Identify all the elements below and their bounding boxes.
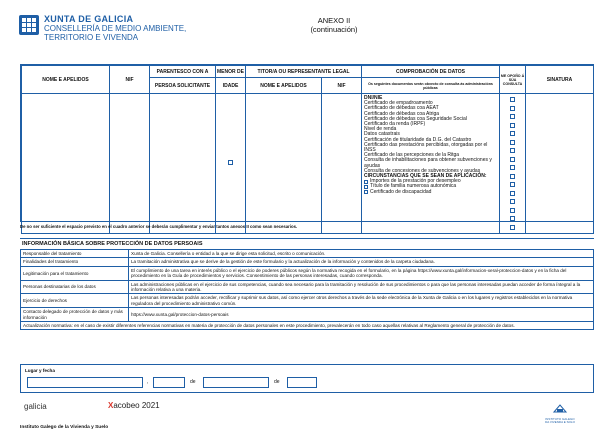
oppose-checkbox[interactable]	[510, 182, 515, 187]
doc-item-label: Certificado da renda (IRPF)	[364, 121, 426, 128]
oppose-checkbox[interactable]	[510, 191, 515, 196]
col-header-name: NOME E APELIDOS	[22, 66, 110, 94]
data-protection-row	[21, 258, 594, 266]
annex-subtitle: (continuación)	[310, 25, 358, 34]
col-header-minor-2: IDADE	[216, 78, 246, 94]
dp-value: La tramitación administrativa que se derive de la gestión de este formulario y la actualización de la información y contenidos de la carpeta ciudadana.	[129, 258, 594, 266]
col-header-nif: NIF	[110, 66, 150, 94]
oppose-checkbox[interactable]	[510, 174, 515, 179]
doc-item-label: Certificado das prestacións percibidas, otorgadas por el INSS	[364, 141, 488, 154]
dp-key: Finalidades del tratamiento	[21, 258, 129, 266]
col-header-kinship-2: PERSOA SOLICITANTE	[150, 78, 216, 94]
circumstances-header: CIRCUNSTANCIAS QUE SE SEAN DE APLICACIÓN:	[364, 173, 487, 180]
cell-guardian-name[interactable]	[246, 94, 322, 234]
oppose-checkboxes	[500, 94, 526, 234]
doc-item-label: Consulta de inhabilitaciones para obtener subvenciones y ayudas	[364, 157, 492, 169]
de-separator-1: de	[190, 379, 196, 385]
documents-list	[362, 94, 500, 234]
col-header-check: COMPROBACIÓN DE DATOS	[362, 66, 500, 78]
col-header-check-sub: Os seguintes documentos serán obxecto de consulta ás administracións públicas	[362, 78, 500, 94]
cell-name[interactable]	[22, 94, 110, 234]
cell-kinship[interactable]	[150, 94, 216, 234]
dp-value: Las administraciones públicas en el ejercicio de sus competencias, cuando sea necesario para la tramitación y resolución de sus procedimientos o para que las personas interesadas puedan acceder de forma íntegral a la información relativa a una materia.	[129, 280, 594, 294]
dp-value[interactable]: https://www.xunta.gal/proteccion-datos-persoais	[129, 308, 594, 322]
doc-item-label: Certificado de empadroamento	[364, 100, 433, 107]
col-header-guardian-name: NOME E APELIDOS	[246, 78, 322, 94]
col-header-kinship-1: PARENTESCO CON A	[150, 66, 216, 78]
data-protection-row	[21, 250, 594, 258]
oppose-checkbox[interactable]	[510, 157, 515, 162]
cell-minor	[216, 94, 246, 234]
circumstance-checkbox[interactable]	[364, 180, 368, 184]
col-header-minor-1: MENOR DE	[216, 66, 246, 78]
org-name: XUNTA DE GALICIA	[44, 14, 134, 24]
oppose-checkbox[interactable]	[510, 123, 515, 128]
data-protection-section	[20, 238, 594, 330]
oppose-checkbox[interactable]	[510, 140, 515, 145]
doc-item-label: Certificado de débedas coa Seguridade Social	[364, 115, 467, 122]
place-date-box	[20, 364, 594, 393]
org-line-2: TERRITORIO E VIVENDA	[44, 33, 139, 42]
annex-title: ANEXO II	[317, 16, 351, 25]
xacobeo-logo	[108, 401, 160, 410]
footer-institute: Instituto Galego de la Vivienda y Suelo	[20, 425, 109, 430]
doc-item-label: Nivel de renda	[364, 126, 397, 133]
circumstance-items	[364, 179, 497, 195]
oppose-checkbox[interactable]	[510, 106, 515, 111]
col-header-sign: SINATURA	[526, 66, 594, 94]
doc-items	[364, 101, 497, 174]
document-header	[18, 14, 608, 50]
data-protection-table	[20, 249, 594, 322]
ivv-line-2: DA VIVENDA E SOLO	[545, 420, 575, 425]
oppose-checkbox[interactable]	[510, 114, 515, 119]
oppose-checkbox[interactable]	[510, 148, 515, 153]
doc-item-label: Certificado de las percepciones de la Ritga	[364, 152, 460, 159]
cell-nif[interactable]	[110, 94, 150, 234]
doc-header: DNI/NIE	[364, 95, 383, 101]
ivv-logo-text	[540, 418, 580, 425]
doc-item-label: Certificación de titularidade da D.G. del Catastro	[364, 136, 472, 143]
xacobeo-x-icon: X	[108, 401, 114, 410]
data-protection-title: INFORMACIÓN BÁSICA SOBRE PROTECCIÓN DE DATOS PERSOAIS	[20, 238, 594, 249]
cell-signature[interactable]	[526, 94, 594, 234]
org-block	[44, 15, 186, 42]
data-protection-row	[21, 266, 594, 280]
minor-checkbox[interactable]	[228, 160, 233, 165]
galicia-logo-text: galicia	[24, 402, 47, 411]
doc-item-label: Certificado de débedas coa AEAT	[364, 105, 439, 112]
doc-item-label: Datos catastrais	[364, 131, 400, 138]
data-protection-row	[21, 294, 594, 308]
dp-value: Las personas interesadas podrán acceder, rectificar y suprimir sus datos, así como ejercer otros derechos a través de la sede electrónica de la Xunta de Galicia o en los lugares y registros establecidos en la normativa reguladora del procedimiento administrativo común.	[129, 294, 594, 308]
oppose-checkbox[interactable]	[510, 225, 515, 230]
col-header-guardian-nif: NIF	[322, 78, 362, 94]
day-field[interactable]	[153, 377, 185, 388]
annex-title-block	[284, 16, 384, 34]
ivv-line-1: INSTITUTO GALEGO	[545, 417, 575, 421]
oppose-checkbox[interactable]	[510, 216, 515, 221]
org-line-1: CONSELLERÍA DE MEDIO AMBIENTE,	[44, 24, 187, 33]
year-field[interactable]	[287, 377, 317, 388]
place-date-label: Lugar y fecha	[25, 368, 55, 373]
dp-key: Ejercicio de derechos	[21, 294, 129, 308]
dp-value: Xunta de Galicia. Consellería o entidad a la que se dirige esta solicitud, escrito o comunicación.	[129, 250, 594, 258]
galicia-logo	[24, 402, 47, 411]
ivv-logo	[540, 400, 580, 425]
oppose-checkbox[interactable]	[510, 97, 515, 102]
place-field[interactable]	[27, 377, 143, 388]
dp-key: Personas destinatarias de los datos	[21, 280, 129, 294]
oppose-checkbox[interactable]	[510, 208, 515, 213]
oppose-checkbox[interactable]	[510, 131, 515, 136]
ivv-house-icon	[540, 403, 580, 413]
data-protection-row	[21, 280, 594, 294]
oppose-checkbox[interactable]	[510, 165, 515, 170]
doc-item-label: Consulta de concesiones de subvenciones y ayudas	[364, 167, 481, 174]
col-header-oppose: ME OPOÑO Á SÚA CONSULTA	[500, 66, 526, 94]
members-table	[20, 64, 594, 222]
circumstance-checkbox[interactable]	[364, 185, 368, 189]
de-separator-2: de	[274, 379, 280, 385]
xunta-shield-icon	[18, 14, 40, 36]
normative-update: Actualización normativa: en el caso de existir diferentes referencias normativas en materia de protección de datos personales en este procedimiento, prevalecerán en todo caso aquellas relativas al Reglamento general de protección de datos.	[20, 322, 594, 330]
dp-key: Contacto delegado de protección de datos y más información	[21, 308, 129, 322]
comma-separator: ,	[147, 379, 149, 385]
col-header-guardian: TITOR/A OU REPRESENTANTE LEGAL	[246, 66, 362, 78]
circumstance-checkbox[interactable]	[364, 190, 368, 194]
circumstance-item	[364, 190, 497, 195]
overflow-note: De no ser suficiente el espacio previsto en el cuadro anterior se deberán cumplimentar y enviar tantos anexos II como sean necesarios.	[20, 224, 298, 229]
xacobeo-logo-text: acobeo 2021	[113, 401, 160, 410]
oppose-checkbox[interactable]	[510, 199, 515, 204]
dp-key: Legitimación para el tratamiento	[21, 266, 129, 280]
dp-key: Responsable del tratamiento	[21, 250, 129, 258]
data-protection-row	[21, 308, 594, 322]
doc-item-label: Certificado de débedas coa Atriga	[364, 110, 440, 117]
circumstance-label: Título de familia numerosa autonómica	[370, 183, 457, 190]
dp-value: El cumplimiento de una tarea en interés público o el ejercicio de poderes públicos según la normativa recogida en el formulario, en la página https://www.xunta.gal/informacion-xeral-proteccion-datos y en la ficha del procedimiento en la Guía de procedimientos y servicios. Consentimiento de las personas interesadas, cuando corresponda.	[129, 266, 594, 280]
circumstance-label: Certificado de discapacidad	[370, 188, 432, 195]
month-field[interactable]	[203, 377, 269, 388]
cell-guardian-nif[interactable]	[322, 94, 362, 234]
circumstance-label: Importes de la prestación por desempleo	[370, 178, 461, 185]
